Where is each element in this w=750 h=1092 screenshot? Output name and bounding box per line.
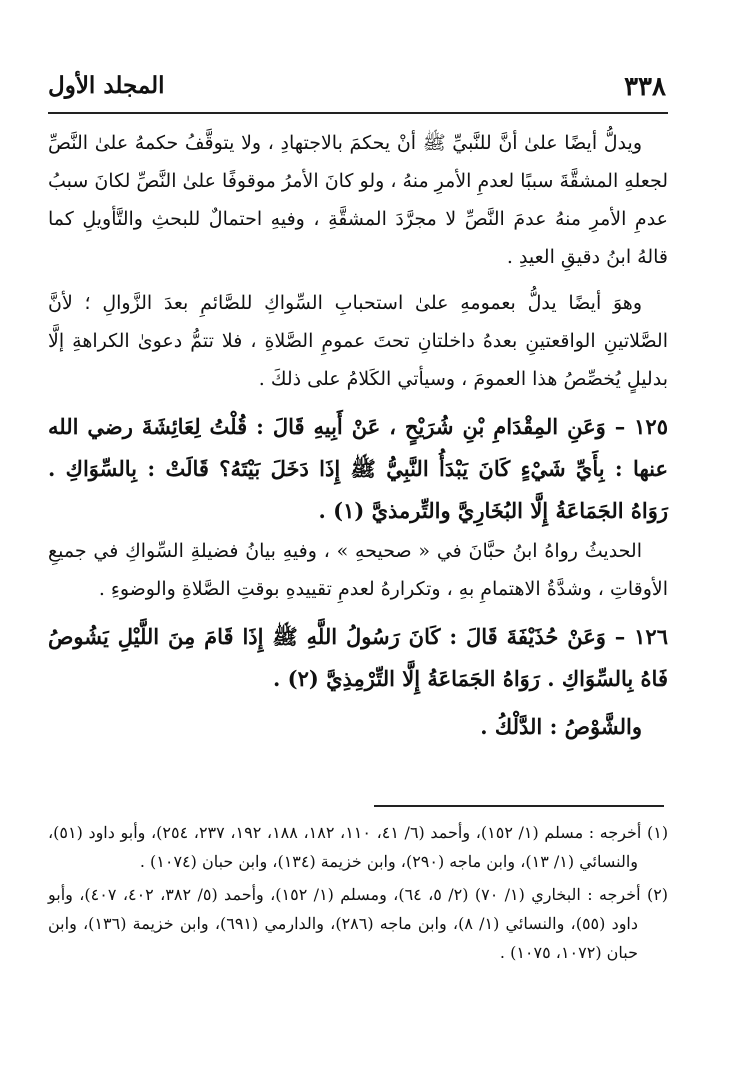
commentary-paragraph: ويدلُّ أيضًا علىٰ أنَّ للنَّبيِّ ﷺ أنْ يحكمَ بالاجتهادِ ، ولا يتوقَّفُ حكمهُ علىٰ النَّصِّ لجعلهِ المشقَّةَ سببًا لعدمِ الأمرِ منهُ ، ولو كانَ الأمرُ موقوفًا علىٰ النَّصِّ لكانَ سببُ عدمِ الأمرِ منهُ عدمَ النَّصِّ لا مجرَّدَ المشقَّةِ ، وفيهِ احتمالٌ للبحثِ والتَّأويلِ كما قالهُ ابنُ دقيقِ العيدِ . xyxy=(48,132,668,268)
page-number: ٣٣٨ xyxy=(624,72,666,102)
hadith-125: ١٢٥ – وَعَنِ المِقْدَامِ بْنِ شُرَيْحٍ ، عَنْ أَبِيهِ قَالَ : قُلْتُ لِعَائِشَةَ رضي الله عنها : بِأَيِّ شَيْءٍ كَانَ يَبْدَأُ النَّبِيُّ ﷺ إِذَا دَخَلَ بَيْتَهُ؟ قَالَتْ : بِالسِّوَاكِ . رَوَاهُ الجَمَاعَةُ إِلَّا البُخَارِيَّ والتِّرمذيَّ (١) . xyxy=(48,414,668,523)
hadith-126: ١٢٦ – وَعَنْ حُذَيْفَةَ قَالَ : كَانَ رَسُولُ اللَّهِ ﷺ إِذَا قَامَ مِنَ اللَّيْلِ يَشُوصُ فَاهُ بِالسِّوَاكِ . رَوَاهُ الجَمَاعَةُ إِلَّا التِّرْمِذِيَّ (٢) . xyxy=(48,624,668,691)
footnotes xyxy=(48,818,668,971)
running-title: المجلد الأول xyxy=(48,72,165,99)
footnote-1: (١) أخرجه : مسلم (١/ ١٥٢)، وأحمد (٦/ ٤١، ١١٠، ١٨٢، ١٨٨، ١٩٢، ٢٣٧، ٢٥٤)، وأبو داود (٥١)، والنسائي (١/ ١٣)، وابن ماجه (٢٩٠)، وابن خزيمة (١٣٤)، وابن حبان (١٠٧٤) . xyxy=(48,823,669,871)
commentary-paragraph: وهوَ أيضًا يدلُّ بعمومهِ علىٰ استحبابِ السِّواكِ للصَّائمِ بعدَ الزَّوالِ ؛ لأنَّ الصَّلاتينِ الواقعتينِ بعدهُ داخلتانِ تحتَ عمومِ الصَّلاةِ ، فلا تتمُّ دعوىٰ الكراهةِ إلَّا بدليلٍ يُخصِّصُ هذا العمومَ ، وسيأتي الكَلامُ على ذلكَ . xyxy=(48,292,668,390)
main-text xyxy=(48,124,668,748)
commentary-paragraph: الحديثُ رواهُ ابنُ حبَّانَ في « صحيحهِ » ، وفيهِ بيانُ فضيلةِ السِّواكِ في جميعِ الأوقاتِ ، وشدَّةُ الاهتمامِ بهِ ، وتكرارهُ لعدمِ تقييدهِ بوقتِ الصَّلاةِ والوضوءِ . xyxy=(48,540,668,600)
footnote-divider xyxy=(374,805,664,807)
word-gloss: والشَّوْصُ : الدَّلْكُ . xyxy=(480,714,642,739)
page-header xyxy=(48,70,666,114)
footnote-2: (٢) أخرجه : البخاري (١/ ٧٠) (٢/ ٥، ٦٤)، ومسلم (١/ ١٥٢)، وأحمد (٥/ ٣٨٢، ٤٠٢، ٤٠٧)، وأبو داود (٥٥)، والنسائي (١/ ٨)، وابن ماجه (٢٨٦)، والدارمي (٦٩١)، وابن خزيمة (١٣٦)، وابن حبان (١٠٧٢، ١٠٧٥) . xyxy=(48,885,669,962)
header-divider xyxy=(48,112,668,114)
